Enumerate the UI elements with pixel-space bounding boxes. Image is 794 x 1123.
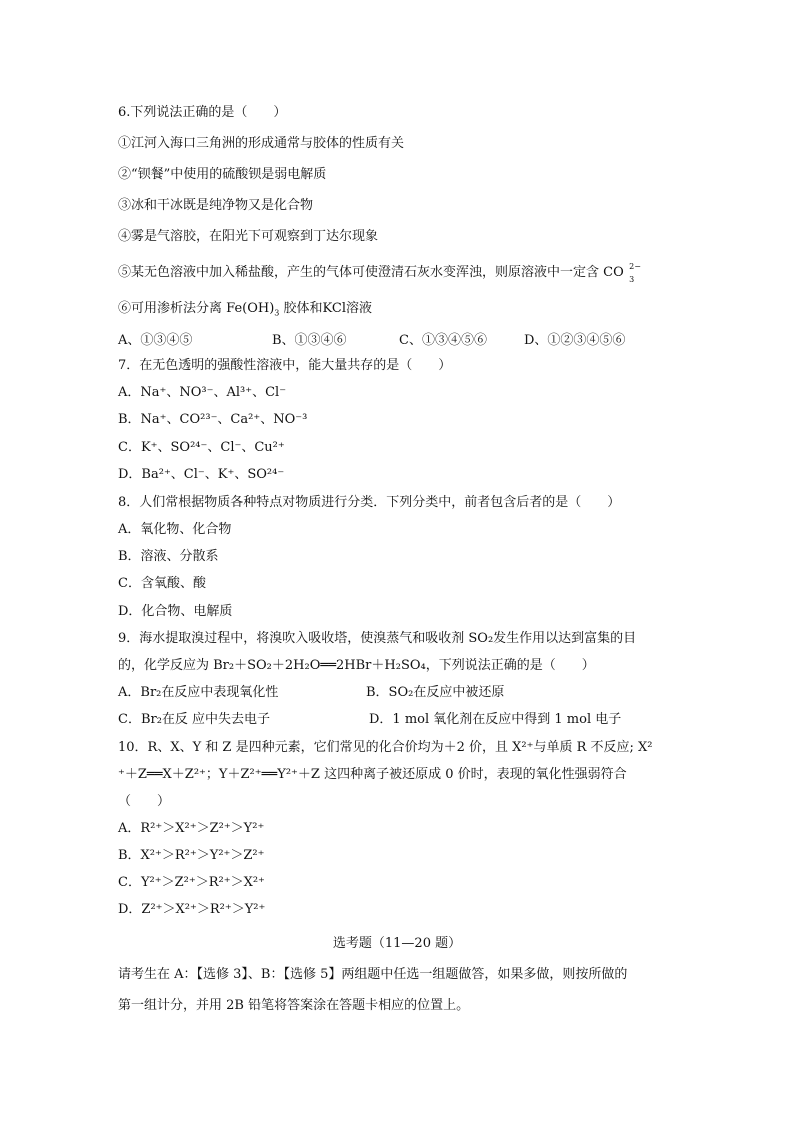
q9-stem-line-2: 的，化学反应为 Br₂＋SO₂＋2H₂O══2HBr＋H₂SO₄，下列说法正确的是（ ） <box>118 658 595 673</box>
q6-item-6-subscript: 3 <box>274 308 280 318</box>
q9-option-c: C．Br₂在反 应中失去电子 <box>118 712 271 727</box>
q6-item-1: ①江河入海口三角洲的形成通常与胶体的性质有关 <box>118 136 405 151</box>
q9-stem-line-1: 9．海水提取溴过程中，将溴吹入吸收塔，使溴蒸气和吸收剂 SO₂发生作用以达到富集的目 <box>118 631 637 646</box>
q6-item-5-carbonate <box>603 264 647 282</box>
q10-option-d: D．Z²⁺＞X²⁺＞R²⁺＞Y²⁺ <box>118 902 266 917</box>
q9-option-b: B．SO₂在反应中被还原 <box>366 685 505 700</box>
q7-option-c: C．K⁺、SO²⁴⁻、Cl⁻、Cu²⁺ <box>118 440 285 455</box>
q10-option-a: A．R²⁺＞X²⁺＞Z²⁺＞Y²⁺ <box>118 821 265 836</box>
q6-item-5 <box>118 264 647 282</box>
q7-option-b: B．Na⁺、CO²³⁻、Ca²⁺、NO⁻³ <box>118 412 308 427</box>
q10-stem-line-3: （ ） <box>118 794 171 809</box>
q10-stem-line-1: 10．R、X、Y 和 Z 是四种元素，它们常见的化合价均为＋2 价，且 X²⁺与单质 R 不反应; X² <box>118 740 653 755</box>
q9-option-a: A．Br₂在反应中表现氧化性 <box>118 685 279 700</box>
q6-item-5-text: ⑤某无色溶液中加入稀盐酸，产生的气体可使澄清石灰水变浑浊，则原溶液中一定含 <box>118 265 600 280</box>
q6-item-4: ④雾是气溶胶，在阳光下可观察到丁达尔现象 <box>118 229 379 244</box>
q7-stem: 7．在无色透明的强酸性溶液中，能大量共存的是（ ） <box>118 358 452 373</box>
q6-option-d: D、①②③④⑤⑥ <box>524 333 626 348</box>
elective-instruction-line-2: 第一组计分，并用 2B 铅笔将答案涂在答题卡相应的位置上。 <box>118 998 470 1013</box>
q8-stem: 8．人们常根据物质各种特点对物质进行分类．下列分类中，前者包含后者的是（ ） <box>118 495 621 510</box>
q8-option-c: C．含氧酸、酸 <box>118 576 206 591</box>
q7-option-a: A．Na⁺、NO³⁻、Al³⁺、Cl⁻ <box>118 385 287 400</box>
q8-option-a: A．氧化物、化合物 <box>118 522 232 537</box>
q6-item-6-text-a: ⑥可用渗析法分离 <box>118 301 223 316</box>
q10-stem-line-2: ⁺＋Z══X＋Z²⁺；Y＋Z²⁺══Y²⁺＋Z 这四种离子被还原成 0 价时，表现的氧化性强弱符合 <box>118 767 627 782</box>
q7-option-d: D．Ba²⁺、Cl⁻、K⁺、SO²⁴⁻ <box>118 467 285 482</box>
q6-item-3: ③冰和干冰既是纯净物又是化合物 <box>118 198 314 213</box>
carbonate-formula: CO <box>603 265 624 280</box>
q6-option-c: C、①③④⑤⑥ <box>399 333 487 348</box>
q6-option-b: B、①③④⑥ <box>272 333 347 348</box>
q6-item-2: ②“钡餐”中使用的硫酸钡是弱电解质 <box>118 167 327 182</box>
q10-option-b: B．X²⁺＞R²⁺＞Y²⁺＞Z²⁺ <box>118 848 265 863</box>
q6-stem: 6.下列说法正确的是（ ） <box>118 105 287 120</box>
q6-option-a: A、①③④⑤ <box>118 333 193 348</box>
q8-option-d: D．化合物、电解质 <box>118 604 233 619</box>
q6-item-6 <box>118 300 372 323</box>
q6-item-6-text-b: 胶体和KCl溶液 <box>283 301 372 316</box>
q6-item-6-formula: Fe(OH) <box>226 301 275 316</box>
carbonate-subscript: 3 <box>629 275 635 284</box>
q10-option-c: C．Y²⁺＞Z²⁺＞R²⁺＞X²⁺ <box>118 875 265 890</box>
elective-instruction-line-1: 请考生在 A：【选修 3】、B：【选修 5】两组题中任选一组题做答，如果多做，则按所做的 <box>118 967 628 982</box>
q9-option-d: D．1 mol 氧化剂在反应中得到 1 mol 电子 <box>369 712 622 727</box>
carbonate-charge: 2− <box>629 262 641 271</box>
elective-section-title: 选考题（11—20 题） <box>332 936 462 951</box>
q8-option-b: B．溶液、分散系 <box>118 549 219 564</box>
